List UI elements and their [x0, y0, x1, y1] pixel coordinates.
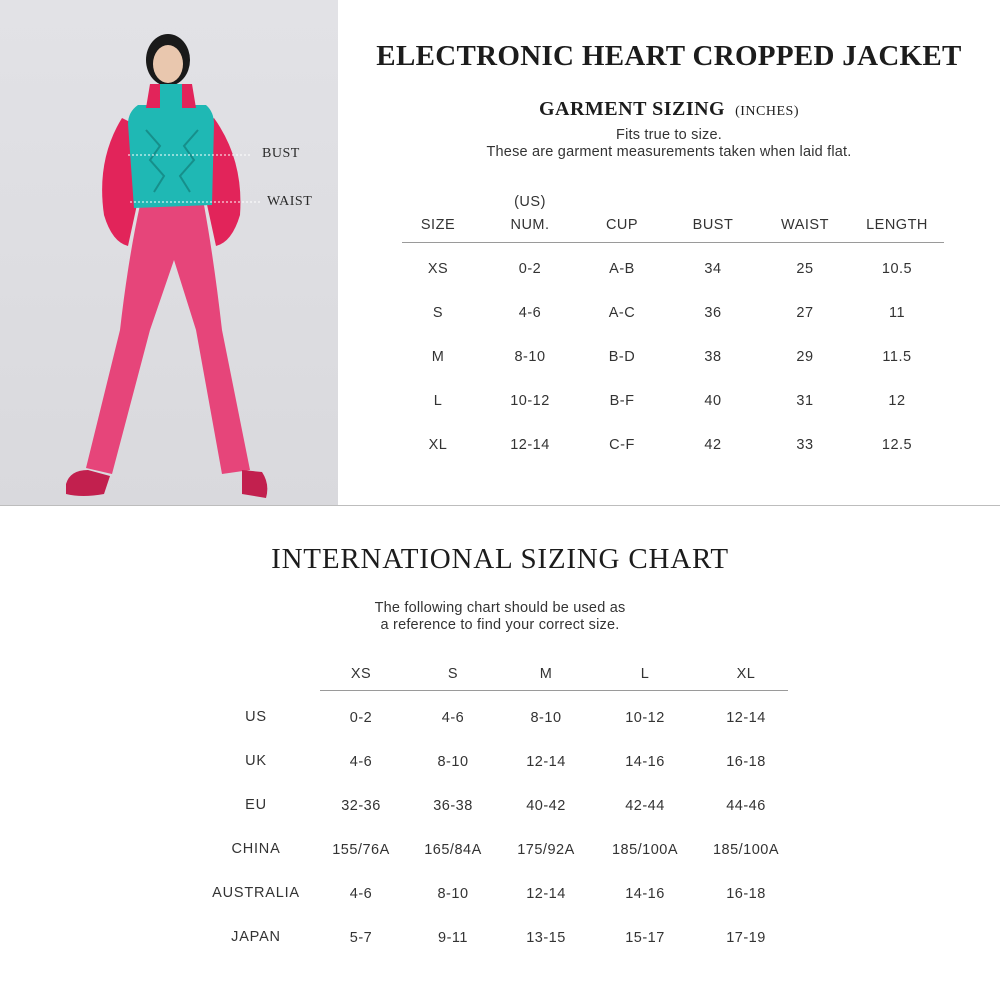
fit-note: Fits true to size. [616, 127, 722, 143]
garment-cell-cup: C-F [609, 437, 635, 453]
garment-cell-cup: A-B [609, 261, 635, 277]
garment-cell-size: M [431, 349, 445, 365]
garment-header-num-prefix: (US) [514, 194, 546, 210]
garment-sizing-heading [338, 98, 1000, 121]
garment-header-num: NUM. [510, 217, 550, 233]
garment-cell-size: S [432, 305, 444, 321]
garment-cell-length: 12.5 [881, 437, 913, 453]
international-title: INTERNATIONAL SIZING CHART [271, 543, 729, 575]
international-cell: 4-6 [441, 710, 465, 726]
garment-header-bust: BUST [692, 217, 734, 233]
garment-header-length: LENGTH [866, 217, 928, 233]
product-title: ELECTRONIC HEART CROPPED JACKET [376, 40, 962, 72]
garment-cell-bust: 38 [704, 349, 722, 365]
international-cell: 40-42 [526, 798, 566, 814]
international-cell: 15-17 [625, 930, 665, 946]
garment-cell-waist: 33 [796, 437, 814, 453]
international-cell: 42-44 [625, 798, 665, 814]
international-cell: 13-15 [526, 930, 566, 946]
international-cell: 16-18 [726, 886, 766, 902]
international-column-header: L [640, 666, 650, 682]
international-column-header: M [539, 666, 553, 682]
international-cell: 16-18 [726, 754, 766, 770]
garment-cell-length: 10.5 [881, 261, 913, 277]
international-row-region: EU [245, 797, 267, 813]
international-header-divider [320, 690, 788, 691]
international-row-region: JAPAN [231, 929, 281, 945]
international-cell: 12-14 [526, 886, 566, 902]
international-cell: 10-12 [625, 710, 665, 726]
bust-label: BUST [262, 146, 300, 161]
garment-cell-num: 8-10 [514, 349, 546, 365]
international-row-region: UK [245, 753, 267, 769]
international-row-region: AUSTRALIA [212, 885, 300, 901]
international-cell: 185/100A [712, 842, 780, 858]
international-cell: 155/76A [332, 842, 390, 858]
garment-cell-length: 11.5 [882, 349, 912, 365]
international-column-header: S [447, 666, 459, 682]
garment-header-waist: WAIST [781, 217, 829, 233]
model-illustration [0, 0, 338, 505]
waist-label: WAIST [267, 194, 313, 209]
garment-cell-waist: 31 [796, 393, 814, 409]
international-cell: 5-7 [349, 930, 373, 946]
international-cell: 165/84A [424, 842, 482, 858]
garment-cell-num: 4-6 [518, 305, 542, 321]
international-note-line2: a reference to find your correct size. [380, 617, 620, 633]
international-cell: 12-14 [726, 710, 766, 726]
garment-cell-bust: 36 [704, 305, 722, 321]
garment-cell-waist: 29 [796, 349, 814, 365]
garment-header-cup: CUP [605, 217, 639, 233]
international-cell: 175/92A [517, 842, 575, 858]
garment-cell-waist: 25 [796, 261, 814, 277]
garment-cell-cup: B-D [608, 349, 636, 365]
garment-cell-cup: A-C [608, 305, 636, 321]
garment-cell-bust: 40 [704, 393, 722, 409]
garment-header-divider [402, 242, 944, 243]
international-note-line1: The following chart should be used as [374, 600, 626, 616]
model-photo [0, 0, 338, 505]
international-column-header: XL [736, 666, 756, 682]
international-cell: 9-11 [438, 930, 468, 946]
garment-cell-cup: B-F [609, 393, 635, 409]
measurement-note: These are garment measurements taken when laid flat. [486, 144, 852, 160]
international-cell: 14-16 [625, 886, 665, 902]
garment-header-size: SIZE [420, 217, 456, 233]
garment-cell-size: XL [428, 437, 448, 453]
garment-cell-size: XS [427, 261, 449, 277]
garment-cell-num: 0-2 [518, 261, 542, 277]
garment-cell-waist: 27 [796, 305, 814, 321]
garment-cell-length: 11 [888, 305, 906, 321]
international-cell: 32-36 [341, 798, 381, 814]
international-cell: 14-16 [625, 754, 665, 770]
international-cell: 0-2 [349, 710, 373, 726]
garment-cell-num: 12-14 [510, 437, 550, 453]
international-cell: 4-6 [349, 754, 373, 770]
international-cell: 17-19 [726, 930, 766, 946]
garment-cell-num: 10-12 [510, 393, 550, 409]
garment-cell-size: L [433, 393, 443, 409]
international-cell: 44-46 [726, 798, 766, 814]
section-divider [0, 505, 1000, 506]
international-cell: 8-10 [437, 754, 469, 770]
international-cell: 36-38 [433, 798, 473, 814]
international-cell: 8-10 [530, 710, 562, 726]
garment-cell-bust: 34 [704, 261, 722, 277]
international-row-region: CHINA [231, 841, 281, 857]
international-column-header: XS [350, 666, 372, 682]
international-cell: 4-6 [349, 886, 373, 902]
international-row-region: US [245, 709, 267, 725]
unit-label: (INCHES) [735, 104, 799, 119]
garment-cell-bust: 42 [704, 437, 722, 453]
garment-sizing-title: GARMENT SIZING [538, 98, 726, 120]
international-cell: 185/100A [611, 842, 679, 858]
international-cell: 8-10 [437, 886, 469, 902]
international-cell: 12-14 [526, 754, 566, 770]
garment-cell-length: 12 [888, 393, 906, 409]
